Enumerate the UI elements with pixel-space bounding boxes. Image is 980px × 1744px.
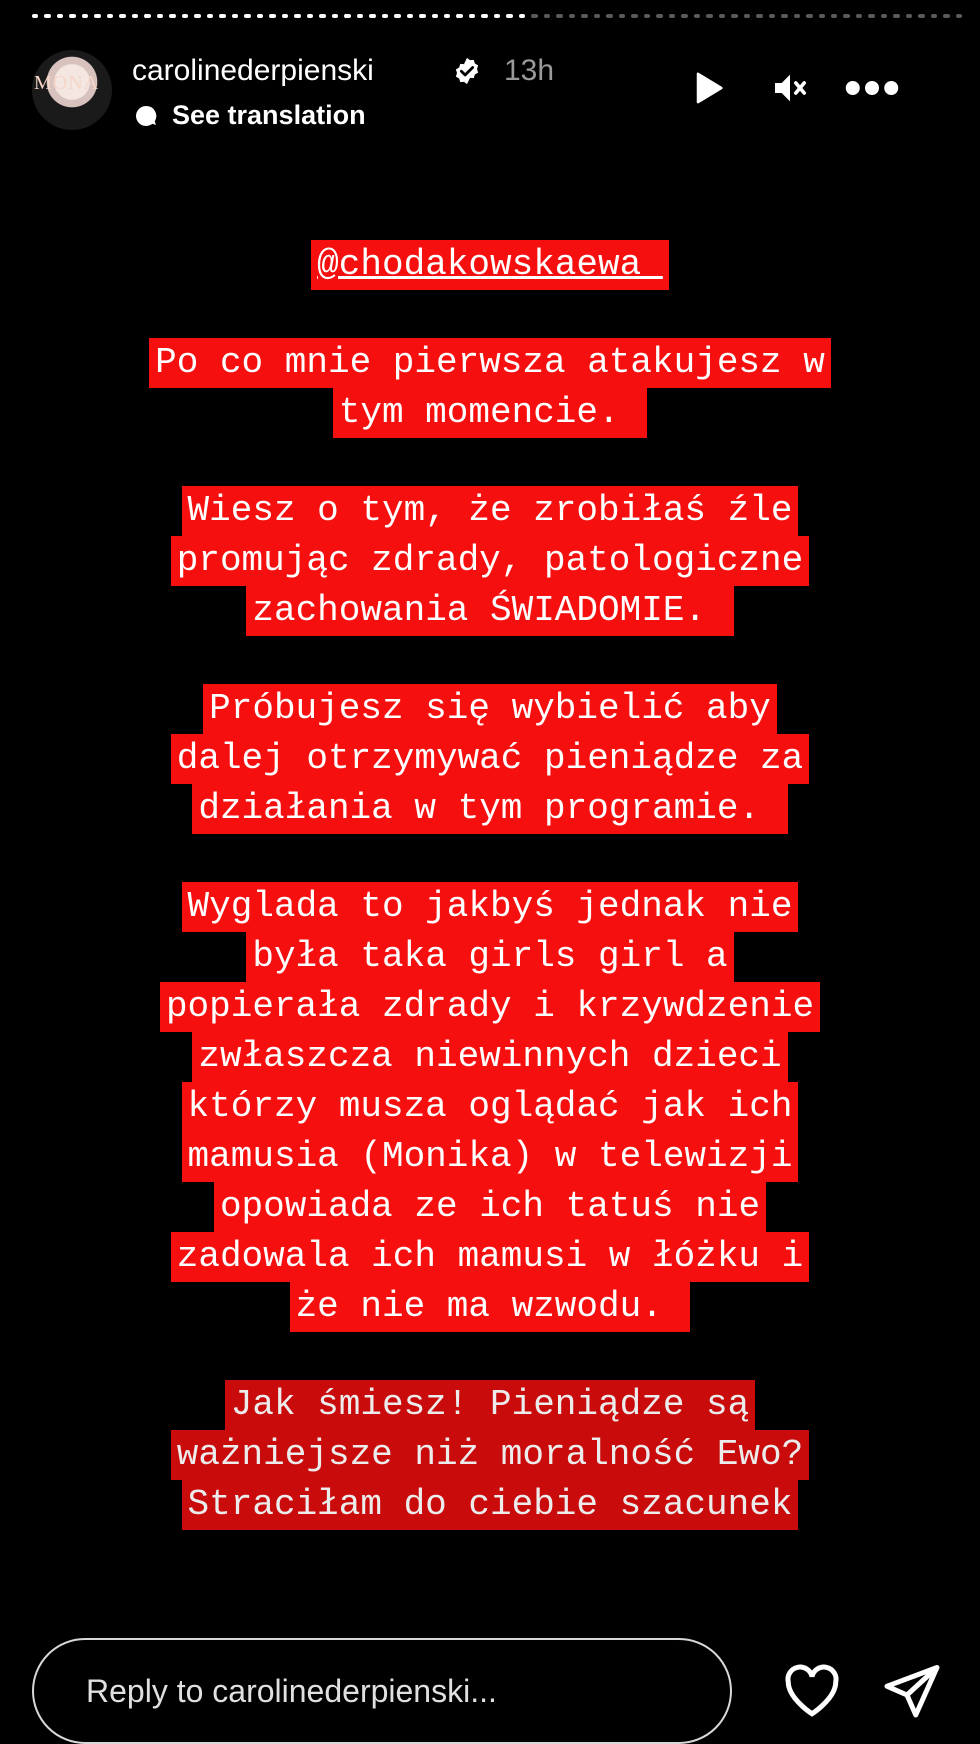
progress-segment — [519, 14, 525, 18]
progress-segment — [494, 14, 500, 18]
progress-segment — [744, 14, 750, 18]
story-text-line: Po co mnie pierwsza atakujesz w — [149, 338, 831, 388]
story-text-line: zadowala ich mamusi w łóżku i — [171, 1232, 810, 1282]
progress-segment — [943, 14, 949, 18]
progress-segment — [456, 14, 462, 18]
progress-segment — [294, 14, 300, 18]
progress-segment — [107, 14, 113, 18]
progress-segment — [868, 14, 874, 18]
story-text-line: że nie ma wzwodu. — [290, 1282, 691, 1332]
story-header — [32, 48, 948, 134]
progress-segment — [257, 14, 263, 18]
story-paragraph — [60, 684, 920, 834]
progress-segment — [656, 14, 662, 18]
progress-segment — [194, 14, 200, 18]
play-icon[interactable] — [688, 68, 728, 108]
story-paragraph — [60, 486, 920, 636]
username[interactable]: carolinederpienski — [132, 54, 374, 87]
story-text-content — [60, 240, 920, 1578]
progress-segment — [694, 14, 700, 18]
story-text-line: Próbujesz się wybielić aby — [203, 684, 777, 734]
progress-segment — [606, 14, 612, 18]
progress-segment — [931, 14, 937, 18]
progress-segment — [731, 14, 737, 18]
story-text-line: była taka girls girl a — [246, 932, 733, 982]
story-text-line: tym momencie. — [333, 388, 647, 438]
story-text-line: ważniejsze niż moralność Ewo? — [171, 1430, 810, 1480]
progress-segment — [706, 14, 712, 18]
story-text-line: popierała zdrady i krzywdzenie — [160, 982, 820, 1032]
progress-segment — [119, 14, 125, 18]
progress-segment — [806, 14, 812, 18]
progress-segment — [332, 14, 338, 18]
send-icon[interactable] — [882, 1662, 942, 1718]
story-progress-bar — [32, 14, 962, 20]
progress-segment — [556, 14, 562, 18]
progress-segment — [132, 14, 138, 18]
see-translation-button[interactable] — [134, 100, 366, 131]
story-text-line: mamusia (Monika) w telewizji — [182, 1132, 799, 1182]
story-text-line: Straciłam do ciebie szacunek — [182, 1480, 799, 1530]
progress-segment — [956, 14, 962, 18]
progress-segment — [444, 14, 450, 18]
more-horizontal-icon[interactable] — [844, 68, 900, 108]
avatar[interactable] — [32, 50, 112, 130]
story-text-line: zwłaszcza niewinnych dzieci — [192, 1032, 787, 1082]
progress-segment — [856, 14, 862, 18]
speech-bubble-icon — [134, 104, 158, 128]
story-text-line: opowiada ze ich tatuś nie — [214, 1182, 766, 1232]
progress-segment — [182, 14, 188, 18]
verified-badge-icon — [452, 56, 482, 86]
progress-segment — [394, 14, 400, 18]
progress-segment — [382, 14, 388, 18]
progress-segment — [169, 14, 175, 18]
progress-segment — [232, 14, 238, 18]
progress-segment — [44, 14, 50, 18]
reply-input[interactable] — [84, 1672, 708, 1711]
avatar-logo-text: MONA — [34, 72, 100, 94]
progress-segment — [669, 14, 675, 18]
progress-segment — [69, 14, 75, 18]
story-paragraph — [60, 338, 920, 438]
progress-segment — [94, 14, 100, 18]
progress-segment — [481, 14, 487, 18]
progress-segment — [581, 14, 587, 18]
progress-segment — [631, 14, 637, 18]
progress-segment — [906, 14, 912, 18]
progress-segment — [681, 14, 687, 18]
progress-segment — [344, 14, 350, 18]
progress-segment — [644, 14, 650, 18]
progress-segment — [357, 14, 363, 18]
progress-segment — [282, 14, 288, 18]
progress-segment — [531, 14, 537, 18]
progress-segment — [369, 14, 375, 18]
progress-segment — [57, 14, 63, 18]
progress-segment — [794, 14, 800, 18]
progress-segment — [769, 14, 775, 18]
story-paragraph — [60, 240, 920, 290]
progress-segment — [407, 14, 413, 18]
see-translation-label: See translation — [172, 100, 366, 130]
story-paragraph — [60, 1380, 920, 1530]
progress-segment — [207, 14, 213, 18]
progress-segment — [157, 14, 163, 18]
progress-segment — [82, 14, 88, 18]
progress-segment — [819, 14, 825, 18]
progress-segment — [319, 14, 325, 18]
progress-segment — [756, 14, 762, 18]
progress-segment — [219, 14, 225, 18]
heart-icon[interactable] — [782, 1662, 842, 1718]
progress-segment — [843, 14, 849, 18]
progress-segment — [918, 14, 924, 18]
progress-segment — [144, 14, 150, 18]
reply-field[interactable] — [32, 1638, 732, 1744]
progress-segment — [594, 14, 600, 18]
story-text-line: Wyglada to jakbyś jednak nie — [182, 882, 799, 932]
progress-segment — [307, 14, 313, 18]
progress-segment — [619, 14, 625, 18]
muted-speaker-icon[interactable] — [770, 68, 810, 108]
progress-segment — [569, 14, 575, 18]
progress-segment — [432, 14, 438, 18]
story-footer — [0, 1612, 980, 1742]
story-text-line: działania w tym programie. — [192, 784, 787, 834]
progress-segment — [419, 14, 425, 18]
progress-segment — [469, 14, 475, 18]
progress-segment — [893, 14, 899, 18]
progress-segment — [881, 14, 887, 18]
progress-segment — [269, 14, 275, 18]
progress-segment — [719, 14, 725, 18]
story-text-line: którzy musza oglądać jak ich — [182, 1082, 799, 1132]
story-text-line: Jak śmiesz! Pieniądze są — [225, 1380, 755, 1430]
progress-segment — [244, 14, 250, 18]
post-time: 13h — [504, 54, 555, 87]
story-text-line: dalej otrzymywać pieniądze za — [171, 734, 810, 784]
progress-segment — [831, 14, 837, 18]
progress-segment — [32, 14, 38, 18]
progress-segment — [544, 14, 550, 18]
progress-segment — [506, 14, 512, 18]
story-text-line: promując zdrady, patologiczne — [171, 536, 810, 586]
progress-segment — [781, 14, 787, 18]
story-text-line: Wiesz o tym, że zrobiłaś źle — [182, 486, 799, 536]
mention-link[interactable]: @chodakowskaewa — [311, 240, 669, 290]
story-paragraph — [60, 882, 920, 1332]
story-text-line: zachowania ŚWIADOMIE. — [246, 586, 733, 636]
